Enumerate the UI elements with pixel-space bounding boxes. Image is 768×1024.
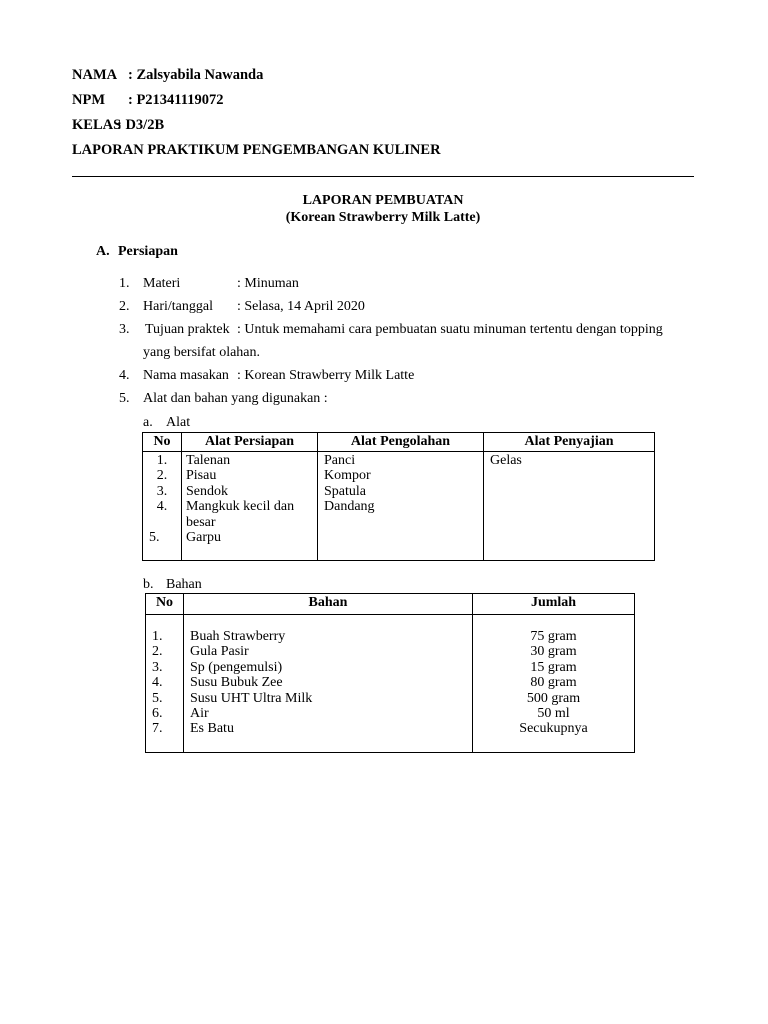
list-item-value: : Minuman [237,276,299,291]
list-item: Talenan [186,453,231,468]
list-item: Kompor [324,468,371,484]
list-item-key: Tujuan praktek [145,322,230,337]
list-item: Sendok [186,483,228,499]
alat-no-cell [143,452,182,561]
list-item-number: 2. [119,299,130,314]
doc-title-line2: (Korean Strawberry Milk Latte) [285,210,481,225]
list-item: 15 gram [530,659,577,675]
section-a-title: Persiapan [118,244,178,259]
bahan-items-cell [184,615,473,753]
list-item-key: Materi [143,276,181,291]
table-cell-no: 1. [152,629,163,644]
list-item: Pisau [186,468,217,484]
list-item-value: : Untuk memahami cara pembuatan suatu minuman tertentu dengan topping [237,322,663,337]
list-item: 500 gram [526,690,581,706]
list-item: Gula Pasir [190,644,249,660]
list-item-number: 3. [119,322,130,337]
list-item: Es Batu [190,721,234,737]
list-item: 80 gram [530,675,577,691]
report-title: LAPORAN PRAKTIKUM PENGEMBANGAN KULINER [72,142,441,158]
bahan-jumlah-cell [473,615,635,753]
header-divider [72,176,694,177]
list-item-key: Hari/tanggal [143,299,213,314]
list-item-number: 1. [119,276,130,291]
bahan-header-no: No [146,594,184,615]
kelas-value: : D3/2B [117,117,165,133]
list-item: Garpu [186,530,221,546]
nama-value: : Zalsyabila Nawanda [128,67,264,83]
table-cell-no: 3. [152,659,163,675]
alat-penyajian-cell [484,452,655,561]
list-item-key: Alat dan bahan yang digunakan : [143,391,328,406]
alat-header-pengolahan: Alat Pengolahan [318,433,484,452]
alat-title: Alat [166,415,191,430]
table-cell-no: 1. [156,453,168,468]
alat-header-no: No [143,433,182,452]
list-item: Air [190,706,209,722]
npm-value: : P21341119072 [128,92,224,108]
list-item: Gelas [490,453,522,468]
nama-label: NAMA [72,67,118,83]
list-item-number: 4. [119,368,130,383]
table-cell-no: 6. [152,706,163,722]
list-item-key: Nama masakan [143,368,229,383]
alat-header-persiapan: Alat Persiapan [182,433,318,452]
list-item-value: : Korean Strawberry Milk Latte [237,368,415,383]
list-item-continuation: yang bersifat olahan. [143,345,261,360]
bahan-no-cell [146,615,184,753]
table-cell-no: 2. [156,468,168,484]
alat-pengolahan-cell [318,452,484,561]
list-item: Susu UHT Ultra Milk [190,690,313,706]
list-item-value: : Selasa, 14 April 2020 [237,299,365,314]
list-item: Mangkuk kecil dan besar [186,499,295,530]
alat-header-penyajian: Alat Penyajian [484,433,655,452]
table-cell-no: 2. [152,644,163,660]
bahan-header-jumlah: Jumlah [473,594,635,615]
list-item: Susu Bubuk Zee [190,675,283,691]
list-item: Panci [324,453,356,468]
alat-label: a. [143,415,153,430]
list-item: 30 gram [530,644,577,660]
list-item: 50 ml [537,706,570,722]
bahan-header-bahan: Bahan [184,594,473,615]
list-item: Buah Strawberry [190,629,286,644]
list-item: 75 gram [530,629,577,644]
list-item-number: 5. [119,391,130,406]
npm-label: NPM [72,92,106,108]
table-cell-no: 4. [156,499,168,515]
kelas-label: KELAS [72,117,122,133]
doc-title-line1: LAPORAN PEMBUATAN [302,193,464,208]
list-item: Secukupnya [519,721,588,737]
bahan-table [145,593,635,753]
table-cell-no: 3. [156,483,168,499]
alat-table [142,432,655,561]
table-cell-no: 7. [152,721,163,737]
section-a-label: A. [96,244,110,259]
list-item: Sp (pengemulsi) [190,659,283,675]
bahan-label: b. [143,577,154,592]
table-cell-no: 5. [149,530,160,546]
table-cell-no: 5. [152,690,163,706]
list-item: Spatula [324,483,366,499]
bahan-title: Bahan [166,577,202,592]
list-item: Dandang [324,499,375,515]
alat-persiapan-cell [182,452,318,561]
table-cell-no: 4. [152,675,163,691]
